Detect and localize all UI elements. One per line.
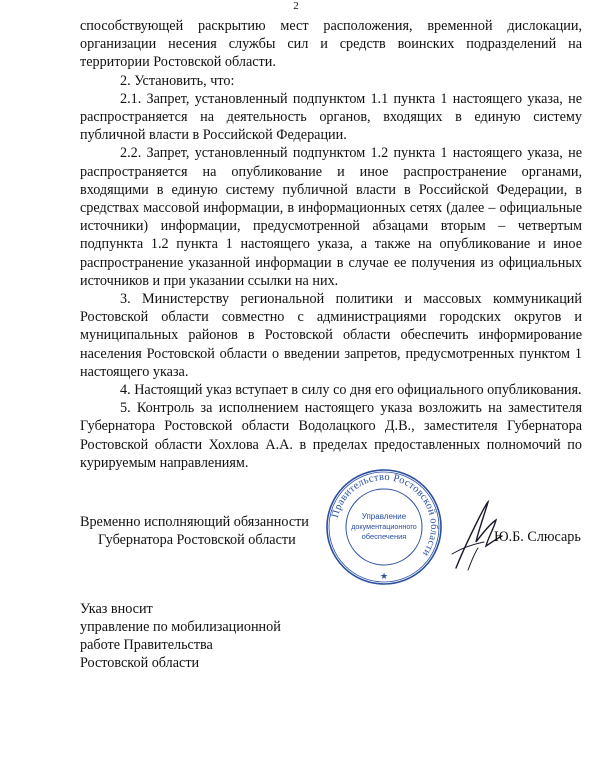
seal-center-line-3: обеспечения <box>361 532 407 541</box>
official-seal <box>325 468 443 591</box>
paragraph-5: 5. Контроль за исполнением настоящего указа возложить на заместителя Губернатора Ростовской области Водолацкого Д.В., заместителя Губернатора Ростовской области Хохлова А.А. в пределах предоставленных полномочий по курируемым направлениям. <box>80 400 582 471</box>
seal-star-icon: ★ <box>379 571 389 581</box>
paragraph-2: 2. Установить, что: <box>120 72 235 89</box>
submission-note <box>80 600 281 672</box>
signatory-title-line-2: Губернатора Ростовской области <box>98 532 296 548</box>
seal-center-line-2: документационного <box>351 522 417 531</box>
paragraph-2-1: 2.1. Запрет, установленный подпунктом 1.1 пункта 1 настоящего указа, не распространяется на деятельность органов, входящих в единую систему публичной власти в Российской Федерации. <box>80 90 582 144</box>
paragraph-2-2: 2.2. Запрет, установленный подпунктом 1.2 пункта 1 настоящего указа, не распространяется на опубликование и иное распространение органами, входящими в единую систему публичной власти в Российской Федерации, в средствах массовой информации, в информационных сетях (далее – официальные источники) информации, предусмотренной абзацами вторым – четвертым подпункта 1.2 пункта 1 настоящего указа, а также на опубликование и иное распространение указанной информации в случае ее получения из официальных источников и при указании ссылки на них. <box>80 145 582 289</box>
document-body <box>80 17 582 472</box>
seal-icon <box>325 468 443 586</box>
page-number: 2 <box>293 0 299 12</box>
submission-note-line-2: управление по мобилизационной <box>80 619 281 635</box>
seal-center-line-1: Управление <box>361 512 407 521</box>
paragraph-1: способствующей раскрытию мест расположения, временной дислокации, организации несения службы сил и средств воинских подразделений на территории Ростовской области. <box>80 18 582 71</box>
seal-ring-text: Правительство Ростовской области <box>329 471 440 559</box>
submission-note-line-1: Указ вносит <box>80 601 153 617</box>
signatory-title <box>80 513 309 549</box>
signatory-title-line-1: Временно исполняющий обязанности <box>80 514 309 530</box>
submission-note-line-4: Ростовской области <box>80 655 200 671</box>
submission-note-line-3: работе Правительства <box>80 637 213 653</box>
paragraph-4: 4. Настоящий указ вступает в силу со дня его официального опубликования. <box>120 382 582 399</box>
paragraph-3: 3. Министерству региональной политики и массовых коммуникаций Ростовской области совместно с администрациями городских округов и муниципальных районов в Ростовской области обеспечить информирование населения Ростовской области о введении запретов, предусмотренных пунктом 1 настоящего указа. <box>80 291 582 380</box>
signatory-name: Ю.Б. Слюсарь <box>494 529 581 545</box>
